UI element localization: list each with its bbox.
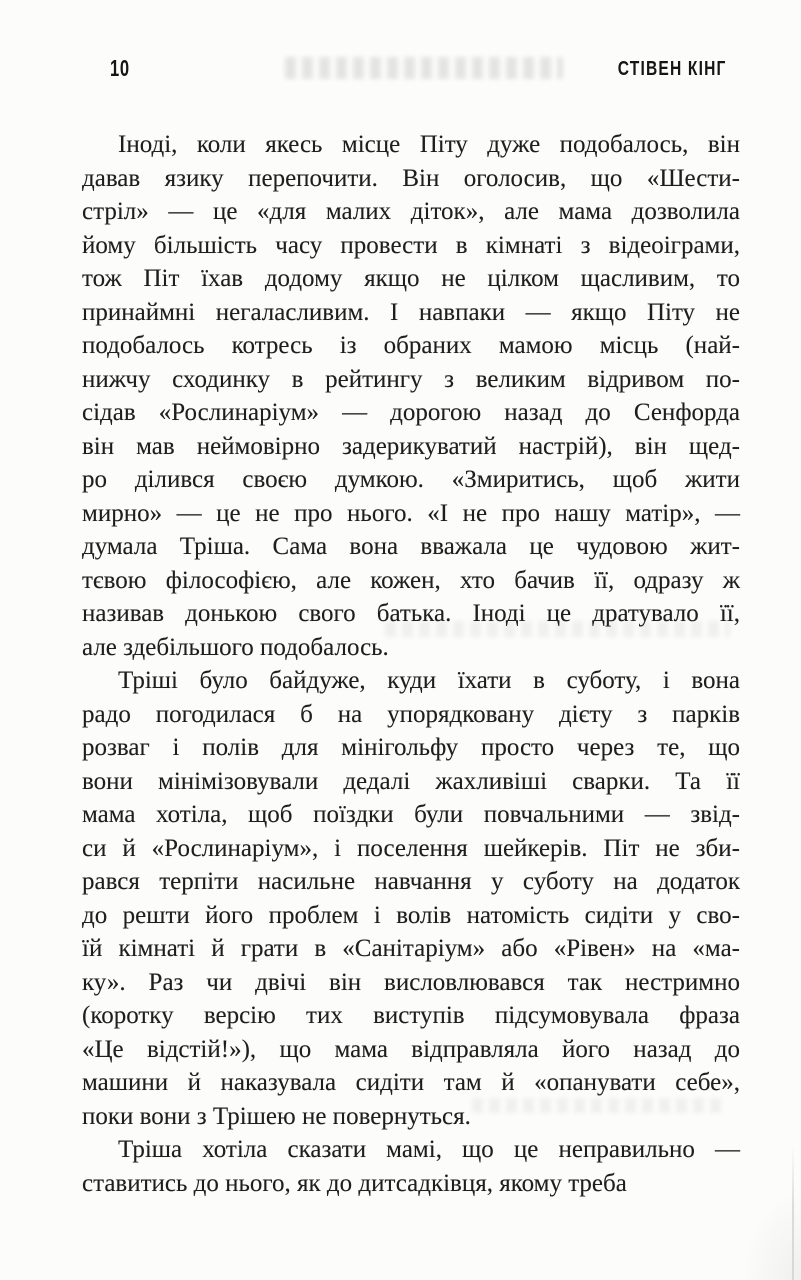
text-line: си й «Рослинаріум», і поселення шейкерів. Піт не зби- [82,834,740,862]
text-line: їй кімнаті й грати в «Санітаріум» або «Рівен» на «ма- [82,935,740,962]
text-line: поки вони з Трішею не повернуться. [82,1102,471,1130]
page-text [82,128,740,1200]
paragraph [82,128,740,664]
text-line: думала Тріша. Сама вона вважала це чудовою жит- [82,533,740,560]
text-line: ставитись до нього, як до дитсадківця, якому треба [82,1169,627,1197]
text-line: ку». Раз чи двічі він висловлювався так нестримно [82,968,740,996]
text-line: до решти його проблем і волів натоміcть сидіти у сво- [82,901,740,929]
text-line: але здебільшого подобалось. [82,633,389,661]
running-title-author: СТІВЕН КІНГ [618,58,727,80]
page-edge-shadow [792,1145,794,1280]
text-line: подобалось котресь із обраних мамою місць (най- [82,332,740,359]
text-line: йому більшість часу провести в кімнаті з відеоіграми, [82,231,740,259]
text-line: мирно» — це не про нього. «І не про нашу матір», — [82,499,740,527]
text-line: «Це відстій!»), що мама відправляла його назад до [82,1035,740,1063]
text-line: він мав неймовірно задерикуватий настрій), він щед- [82,432,740,460]
text-line: стріл» — це «для малих діток», але мама дозволила [82,198,740,225]
text-line: давав язику перепочити. Він оголосив, що «Шести- [82,164,740,192]
text-line: (коротку версію тих виступів підсумовувала фраза [82,1002,740,1029]
text-line: машини й наказувала сидіти там й «опанувати себе», [82,1069,740,1096]
text-line: радо погодилася б на упорядковану дієту з парків [82,700,740,728]
text-line: ро ділився своєю думкою. «Змиритись, щоб жити [82,466,740,493]
paragraph [82,664,740,1133]
text-line: принаймні негаласливим. І навпаки — якщо Піту не [82,298,740,326]
text-line: називав донькою свого батька. Іноді це дратувало її, [82,600,740,627]
text-line: тєвою філософією, але кожен, хто бачив її, одразу ж [82,566,740,594]
text-line: нижчу сходинку в рейтингу з великим відривом по- [82,365,740,393]
text-line: Тріші було байдуже, куди їхати в суботу, і вона [118,667,740,694]
text-line: сідав «Рослинаріум» — дорогою назад до Сенфорда [82,399,740,426]
page-corner-shade [741,1190,801,1280]
text-line: Іноді, коли якесь місце Піту дуже подобалось, він [118,131,740,158]
text-line: мама хотіла, щоб поїздки були повчальними — звід- [82,801,740,828]
paragraph [82,1133,740,1200]
page-number: 10 [110,55,130,81]
text-line: рався терпіти насильне навчання у суботу на додаток [82,868,740,895]
text-line: Тріша хотіла сказати мамі, що це неправильно — [118,1136,740,1163]
text-line: тож Піт їхав додому якщо не цілком щасливим, то [82,265,740,292]
text-line: розваг і полів для мінігольфу просто через те, що [82,734,740,761]
running-header [110,56,727,82]
text-line: вони мінімізовували дедалі жахливіші сварки. Та її [82,767,740,795]
